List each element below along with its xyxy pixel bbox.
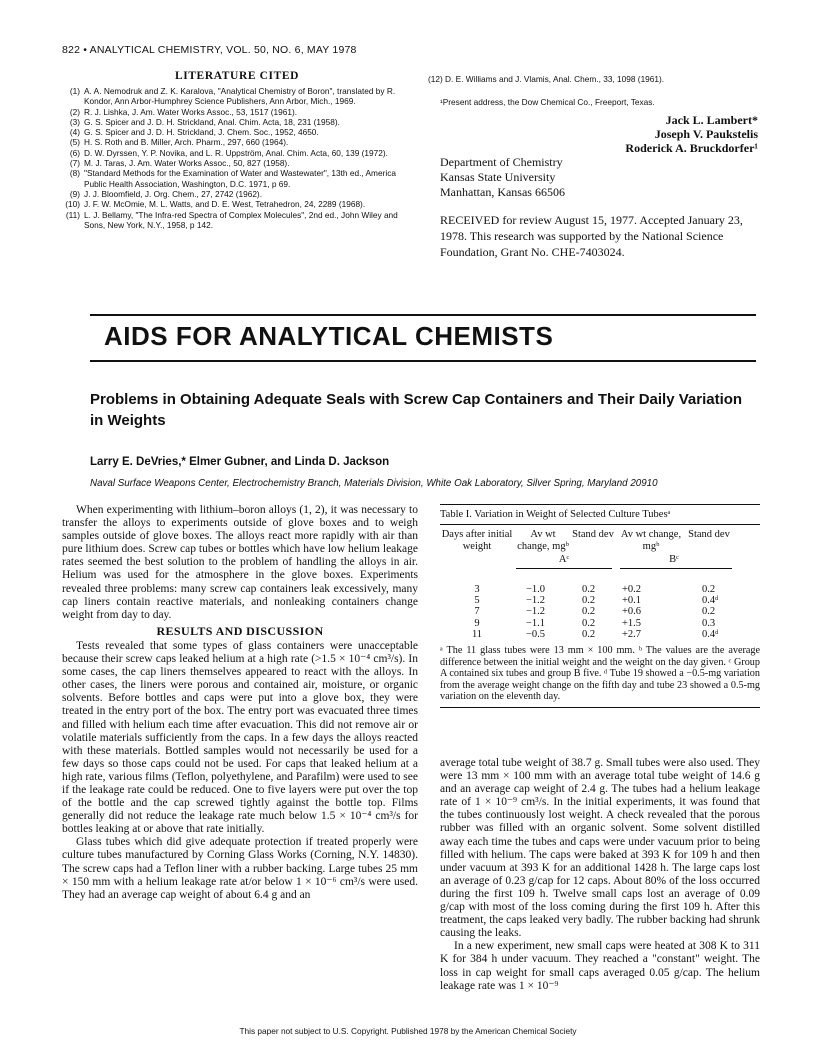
reference-number: (11): [65, 209, 80, 220]
table-header: [440, 529, 760, 552]
table-header-cell: Stand dev: [572, 529, 614, 540]
table-cell: +0.1: [622, 595, 642, 607]
reference-text: R. J. Lishka, J. Am. Water Works Assoc., 53, 1517 (1961).: [84, 106, 298, 117]
author-name: Joseph V. Paukstelis: [654, 127, 758, 141]
table-group-rule: [620, 568, 732, 569]
reference-text: L. J. Bellamy, "The Infra-red Spectra of Complex Molecules", 2nd ed., John Wiley and Sons, New York, N.Y., 1958, p 142.: [84, 209, 398, 230]
reference-list: [62, 86, 412, 230]
table-cell: 0.2: [582, 617, 596, 629]
affiliation-line: Kansas State University: [440, 170, 556, 184]
reference-item: [62, 168, 412, 189]
table-header-cell: Stand dev: [688, 529, 730, 540]
reference-number: (10): [65, 199, 80, 210]
reference-item-12: (12) D. E. Williams and J. Vlamis, Anal. Chem., 33, 1098 (1961).: [428, 74, 665, 84]
table-cell: 7: [474, 606, 480, 618]
table-cell: +1.5: [622, 617, 642, 629]
reference-item: [62, 189, 412, 199]
table-group-rule: [516, 568, 612, 569]
section-banner: AIDS FOR ANALYTICAL CHEMISTS: [104, 321, 554, 351]
body-paragraph: Tests revealed that some types of glass containers were unacceptable because their screw caps leaked helium at a high rate (>1.5 × 10⁻⁴ cm³/s). In some cases, the cap liners themselves appeared to react with the alloys. In other cases, the liners were porous and contained air, moisture, or organic solvents. Before bottles and caps were put into a glove box, they were treated in the entry port of the box. The entry port was evacuated three times and filled with helium each time after evacuation. This did not remove air or volatile materials sufficiently from the caps. In a few days the alloys reacted with these materials. Bottled samples would not necessarily be used for a few days so those caps could not be used. For caps that leaked helium at a high rate, various films (Teflon, polyethylene, and Parafilm) were used to see if the leakage rate could be reduced. One to five layers were put over the top of the bottle and the cap screwed tightly against the bottle top. Films generally did not reduce the leakage rate much below 1.5 × 10⁻⁴ cm³/s for bottles leaking at or above that rate initially.: [62, 639, 418, 836]
body-paragraph: In a new experiment, new small caps were heated at 308 K to 311 K for 384 h under vacuum. They reached a "constant" weight. The loss in cap weight for small caps averaged 0.05 g/cap. The helium leakage rate was 1 × 10⁻⁹: [440, 940, 760, 992]
table-cell: 0.2: [582, 595, 596, 607]
reference-item: [62, 107, 412, 117]
received-note: RECEIVED for review August 15, 1977. Accepted January 23, 1978. This research was supported by the National Science Foundation, Grant No. CHE-7403024.: [440, 213, 743, 259]
author-name: Roderick A. Bruckdorfer¹: [625, 141, 758, 155]
author-affiliation: [440, 155, 565, 200]
reference-number: (4): [69, 127, 80, 138]
table-cell: 3: [474, 584, 480, 595]
table-group-label: Aᶜ: [558, 554, 570, 565]
reference-number: (2): [69, 106, 80, 117]
page-footer: This paper not subject to U.S. Copyright. Published 1978 by the American Chemical Society: [239, 1026, 577, 1036]
table-cell: 0.4ᵈ: [702, 595, 719, 607]
section-rule-bottom: [90, 360, 756, 362]
body-column-left: [62, 504, 418, 902]
body-paragraph: Glass tubes which did give adequate protection if treated properly were culture tubes manufactured by Corning Glass Works (Corning, N.Y. 14830). The screw caps had a Teflon liner with a rubber backing. Large tubes 25 mm × 150 mm with a helium leakage rate at/or below 1 × 10⁻⁶ cm³/s were used. They had an average cap weight of about 6.4 g and an: [62, 836, 418, 901]
table-cell: 0.2: [702, 606, 716, 618]
table-cell: 0.2: [702, 584, 716, 595]
running-header: 822 • ANALYTICAL CHEMISTRY, VOL. 50, NO. 6, MAY 1978: [62, 44, 357, 56]
table-cell: −1.2: [526, 595, 546, 607]
reference-number: (9): [69, 188, 80, 199]
table-cell: +2.7: [622, 628, 642, 640]
table-footnotes: ᵃ The 11 glass tubes were 13 mm × 100 mm. ᵇ The values are the average difference between the initial weight and the weight on the day given. ᶜ Group A contained six tubes and group B five. ᵈ Tube 19 showed a −0.5-mg variation from the average weight change on the fifth day and tube 23 showed a 0.5-mg variation on the eleventh day.: [440, 645, 760, 703]
table-1: [440, 504, 760, 708]
table-group-rules: [440, 566, 760, 572]
article-authors: Larry E. DeVries,* Elmer Gubner, and Linda D. Jackson: [90, 456, 390, 468]
reference-item: [62, 86, 412, 107]
table-body: [440, 584, 760, 640]
table-cell: 0.2: [582, 584, 596, 595]
table-cell: +0.2: [622, 584, 642, 595]
reference-text: G. S. Spicer and J. D. H. Strickland, Anal. Chim. Acta, 18, 231 (1958).: [84, 116, 340, 127]
body-column-right: [440, 757, 760, 993]
body-paragraph: average total tube weight of 38.7 g. Small tubes were also used. They were 13 mm × 100 mm with an average total tube weight of 14.6 g and an average cap weight of 2.4 g. The tubes had a helium leakage rate of 1 × 10⁻⁹ cm³/s. In the initial experiments, it was found that the tubes continuously lost weight. A check revealed that the porous rubber was filled with an organic solvent. Some solvent distilled away each time the tubes and caps were under vacuum prior to being filled with helium. The caps were baked at 393 K for 109 h and then under vacuum at 393 K for an additional 1428 h. The large caps lost an average of 0.23 g/cap for 12 caps. About 80% of the loss occurred during the first 109 h. Twelve small caps lost an average of 0.09 g/cap with most of the loss coming during the first 109 h. After this treatment, the caps leaked very badly. The rubber backing had shrunk causing the leaks.: [440, 757, 760, 940]
reference-item: [62, 137, 412, 147]
table-header-cell: Days after initial weight: [441, 529, 513, 552]
references-heading: LITERATURE CITED: [174, 70, 300, 82]
table-header-cell: Av wt change, mgᵇ: [517, 529, 569, 552]
table-cell: 9: [474, 617, 480, 629]
reference-number: (5): [69, 137, 80, 148]
table-cell: 0.2: [582, 628, 596, 640]
table-cell: −1.0: [526, 584, 546, 595]
reference-text: D. W. Dyrssen, Y. P. Novika, and L. R. Uppström, Anal. Chim. Acta, 60, 139 (1972).: [84, 147, 388, 158]
reference-text: "Standard Methods for the Examination of Water and Wastewater", 13th ed., America Public Health Association, Washington, D.C. 1971, p 69.: [84, 168, 396, 189]
table-cell: 0.2: [582, 606, 596, 618]
table-group-row: [440, 554, 760, 566]
reference-text: H. S. Roth and B. Miller, Arch. Pharm., 297, 660 (1964).: [84, 137, 289, 148]
reference-text: A. A. Nemodruk and Z. K. Karalova, "Analytical Chemistry of Boron", translated by R. Kondor, Ann Arbor-Humphrey Science Publishers, Ann Arbor, Mich., 1969.: [84, 86, 396, 107]
reference-item: [62, 210, 412, 231]
reference-number: (3): [69, 116, 80, 127]
table-cell: 11: [471, 628, 483, 640]
reference-text: J. J. Bloomfield, J. Org. Chem., 27, 2742 (1962).: [84, 188, 263, 199]
reference-text: M. J. Taras, J. Am. Water Works Assoc., 50, 827 (1958).: [84, 158, 290, 169]
reference-number: (6): [69, 147, 80, 158]
reference-text: J. F. W. McOmie, M. L. Watts, and D. E. West, Tetrahedron, 24, 2289 (1968).: [84, 199, 366, 210]
author-name: Jack L. Lambert*: [665, 113, 758, 127]
intro-paragraph: When experimenting with lithium–boron alloys (1, 2), it was necessary to transfer the alloys to experiments outside of glove boxes and to weigh samples outside of glove boxes. The alloys react more rapidly with air than pure lithium does. Screw cap tubes or bottles which have low helium leakage rates seemed the best solution to the problem of handling the alloys in air. Helium was used for the atmosphere in the glove boxes. Experiments revealed three problems: many screw cap containers leak excessively, many cap liners contain reactive materials, and nonleaking containers change weight from day to day.: [62, 504, 418, 621]
reference-number: (1): [69, 86, 80, 96]
table-cell: −1.1: [526, 617, 546, 629]
table-cell: 0.4ᵈ: [702, 628, 719, 640]
table-cell: 5: [474, 595, 480, 607]
table-cell: −1.2: [526, 606, 546, 618]
table-cell: −0.5: [526, 628, 546, 640]
section-rule-top: [90, 314, 756, 316]
article-affiliation: Naval Surface Weapons Center, Electrochemistry Branch, Materials Division, White Oak Laboratory, Silver Spring, Maryland 20910: [90, 478, 658, 489]
article-title: Problems in Obtaining Adequate Seals with Screw Cap Containers and Their Daily Variation in Weights: [90, 391, 743, 429]
table-rule: [440, 707, 760, 708]
table-cell: 0.3: [702, 617, 716, 629]
reference-number: (7): [69, 158, 80, 169]
reference-text: G. S. Spicer and J. D. H. Strickland, J. Chem. Soc., 1952, 4650.: [84, 127, 319, 138]
reference-item: [62, 148, 412, 158]
reference-number: (8): [69, 168, 80, 179]
results-heading: RESULTS AND DISCUSSION: [156, 623, 324, 638]
table-caption: Table I. Variation in Weight of Selected Culture Tubesᵃ: [440, 509, 671, 520]
reference-item: [62, 117, 412, 127]
affiliation-line: Manhattan, Kansas 66506: [440, 185, 565, 199]
table-group-label: Bᶜ: [669, 554, 679, 565]
table-rule: [440, 524, 760, 525]
affiliation-line: Department of Chemistry: [440, 155, 563, 169]
reference-item: [62, 127, 412, 137]
author-footnote: ¹Present address, the Dow Chemical Co., Freeport, Texas.: [440, 97, 655, 107]
reference-item: [62, 199, 412, 209]
table-header-cell: Av wt change, mgᵇ: [620, 529, 682, 552]
reference-item: [62, 158, 412, 168]
table-cell: +0.6: [622, 606, 642, 618]
